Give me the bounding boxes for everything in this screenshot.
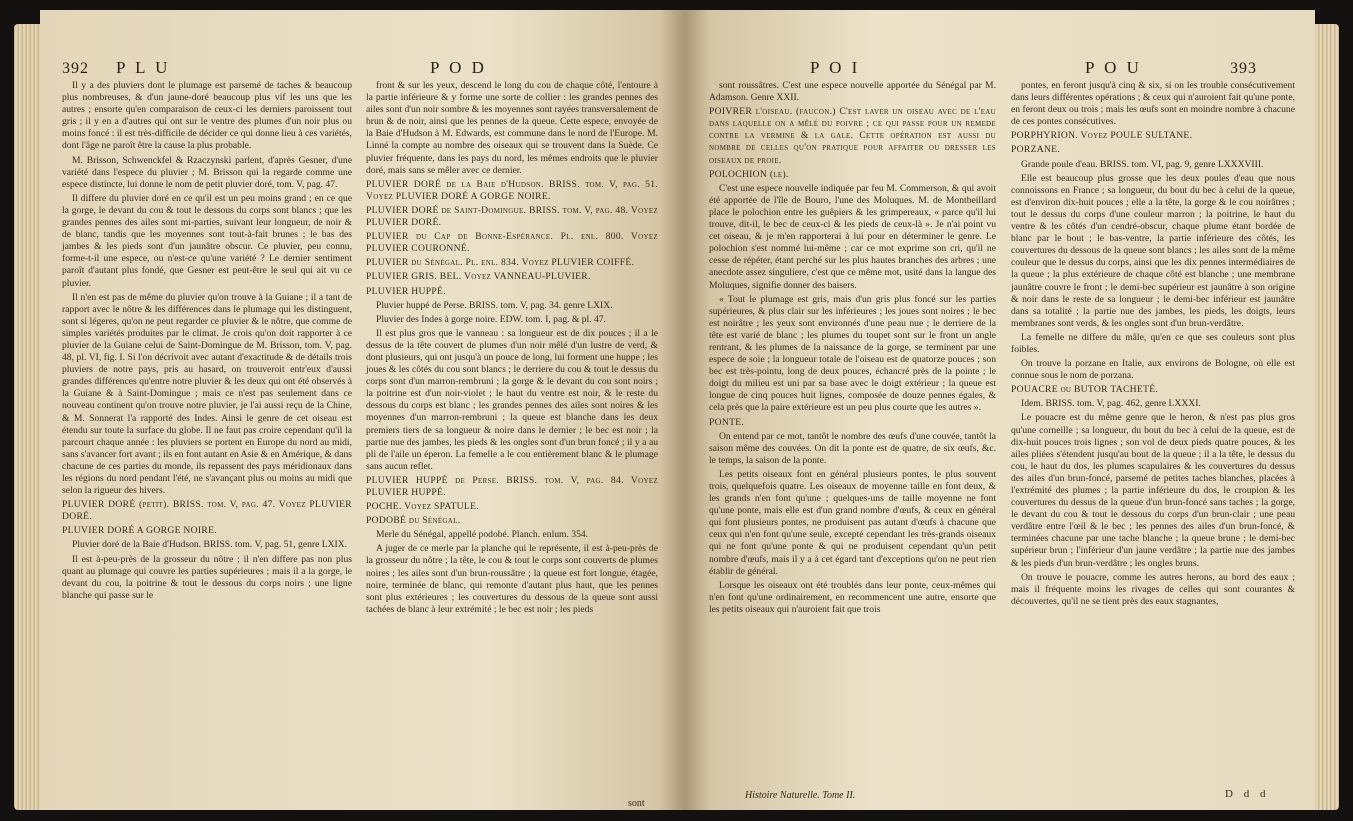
- page-edges-right: [1315, 24, 1339, 810]
- right-page: [685, 10, 1315, 810]
- paragraph: Le pouacre est du même genre que le heron, & n'est pas plus gros qu'une corneille ; sa longueur, du bout du bec à celui de la queue, est de dix-huit pouces trois lignes ; son vol de deux pieds quatre pouces, & les ailes pliées s'étendent jusqu'au bout de la queue ; il a la tête, le dessus du cou, le haut du dos, les plumes scapulaires & les couvertures du dessus des ailes d'un brun-foncé, parsemé de petites taches blanches, placées à l'extrémité des plumes ; la partie inférieure du dos, le croupion & les couvertures du dessus de la queue d'un brun-foncé sans taches ; la gorge, le devant du cou & tout le dessous du corps d'un brun-clair ; une peau verdâtre entre l'œil & le bec ; les pennes des ailes d'un brun-foncé, & terminées chacune par une tache blanche ; la queue brune ; le demi-bec supérieur brun ; l'inférieur d'un jaune verdâtre ; la partie nue des jambes & les pieds d'un brun-verdâtre ; les ongles bruns.: [1011, 412, 1295, 569]
- paragraph: Merle du Sénégal, appellé podobé. Planch. enlum. 354.: [376, 529, 589, 541]
- paragraph: PLUVIER HUPPÉ de Perse. BRISS. tom. V, pag. 84. Voyez PLUVIER HUPPÉ.: [366, 474, 658, 498]
- page-number-right: 393: [1230, 60, 1257, 77]
- paragraph: PODOBÉ du Sénégal.: [366, 515, 461, 527]
- paragraph: Il n'en est pas de même du pluvier qu'on trouve à la Guiane ; il a tant de rapport avec le nôtre & les différences dans le plumage qui les distinguent, sont si légeres, qu'on ne peut regarder ce pluvier & le nôtre, que comme de simples variétés produites par le climat. Je crois qu'on doit rapporter à ce pluvier de la Guiane celui de Saint-Domingue de M. Brisson, tom. V, pag. 48, pl. VI, fig. I. Si l'on décrivoit avec autant d'exactitude & de détails trois pluviers de notre pays, pris au hasard, on trouveroit entr'eux d'aussi grandes différences qu'entre notre pluvier & les deux qui ont été observés à la Guiane & à Saint-Domingue ; mais ce n'est pas seulement dans ce nouveau continent qu'on trouve notre pluvier, je l'ai aussi reçu de la Chine, & M. Sonnerat l'a rapporté des Indes. Ainsi le genre de cet oiseau est étendu sur toute la surface du globe. Il ne faut pas croire cependant qu'il la parcourt chaque année : les pluviers se portent en Europe du nord au midi, sans s'avancer fort avant ; ils en font autant en Asie & en Amérique, & dans chacune de ces parties du monde, ils repassent des pays méridionaux dans les régions du nord pendant l'été, ne s'avançant plus ou moins au midi que selon la rigueur des hivers.: [62, 291, 352, 497]
- paragraph: front & sur les yeux, descend le long du cou de chaque côté, l'entoure à la partie inférieure & y forme une sorte de collier : les grandes pennes des ailes sont d'un noir sombre & les moyennes sont rayées transversalement de brun & de noir, ainsi que les pennes de la queue. Cette espece, envoyée de la Baie d'Hudson à M. Edwards, est commune dans le nord de l'Europe. M. Linné la compte au nombre des oiseaux qui se trouvent dans la Suède. Ce pluvier fréquente, dans les pays du nord, les mêmes endroits que le pluvier doré, mais sans se mêler avec ce dernier.: [366, 80, 658, 176]
- paragraph: Il differe du pluvier doré en ce qu'il est un peu moins grand ; en ce que la gorge, le devant du cou & tout le dessous du corps sont blancs ; que les grandes pennes des ailes sont mi-parties, suivant leur longueur, de noir & de blanc, tandis que les moyennes sont tout-à-fait brunes ; le bas des jambes & les pieds sont d'un jaunâtre obscur. Ce pluvier, peu connu, forme-t-il une espece, ou n'est-ce qu'une variété ? Le dernier sentiment paroît d'autant plus fondé, que Gesner est peut-être le seul qui ait vu ce pluvier.: [62, 192, 352, 289]
- paragraph: PORPHYRION. Voyez POULE SULTANE.: [1011, 130, 1193, 142]
- signature-mark: D d d: [1225, 788, 1270, 800]
- paragraph: PLUVIER DORÉ A GORGE NOIRE.: [62, 525, 217, 537]
- paragraph: POCHE. Voyez SPATULE.: [366, 501, 479, 513]
- paragraph: PLUVIER HUPPÉ.: [366, 285, 446, 297]
- paragraph: Lorsque les oiseaux ont été troublés dans leur ponte, ceux-mêmes qui n'en font qu'une ordinairement, en recommencent une autre, ensorte que les petits oiseaux qui n'auroient fait que trois: [709, 579, 996, 615]
- paragraph: Pluvier huppé de Perse. BRISS. tom. V, pag. 34. genre LXIX.: [376, 299, 613, 311]
- running-head-right-1: P O I: [810, 58, 861, 77]
- paragraph: PLUVIER GRIS. BEL. Voyez VANNEAU-PLUVIER.: [366, 271, 591, 283]
- paragraph: pontes, en feront jusqu'à cinq & six, si on les trouble consécutivement dans leurs différentes opérations ; & ceux qui n'auroient fait qu'une ponte, en feront deux ou trois ; mais les œufs sont en moindre nombre à chacune de ces pontes consécutives.: [1011, 80, 1295, 128]
- running-head-left-1: P L U: [116, 58, 171, 77]
- paragraph: Pluvier des Indes à gorge noire. EDW. tom. I, pag. & pl. 47.: [376, 313, 606, 325]
- paragraph: PORZANE.: [1011, 144, 1061, 156]
- paragraph: sont roussâtres. C'est une espece nouvelle apportée du Sénégal par M. Adamson. Genre XXII.: [709, 80, 996, 104]
- paragraph: Il est plus gros que le vanneau : sa longueur est de dix pouces ; il a le dessus de la tête couvert de plumes d'un noir mêlé d'un lustre de verd, & dont plusieurs, qui ont jusqu'à un pouce de long, lui forment une huppe ; les joues & les côtés du cou sont blancs ; le derriere du cou & tout le dessus du corps sont d'un marron-rembruni ; la gorge & le devant du cou sont noirs ; la poitrine est d'un noir-violet ; le haut du ventre est noir, & le reste du dessous du corps est blanc ; les grandes pennes des ailes sont noires & les moyennes d'un marron-rembruni ; la queue est blanche dans les deux premiers tiers de sa longueur & noire dans le dernier ; le bec est noir ; la partie nue des jambes, les pieds & les ongles sont d'un brun foncé ; il y a au pli de l'aile un éperon. La femelle a le cou entièrement blanc & le plumage sans aucun reflet.: [366, 327, 658, 472]
- left-page: [40, 10, 685, 810]
- paragraph: PLUVIER DORÉ de la Baie d'Hudson. BRISS. tom. V, pag. 51. Voyez PLUVIER DORÉ A GORGE NOIRE.: [366, 178, 658, 202]
- right-page-column-2: [1011, 80, 1295, 610]
- running-head-right-2: P O U: [1085, 58, 1142, 77]
- paragraph: A juger de ce merle par la planche qui le représente, il est à-peu-près de la grosseur du nôtre ; la tête, le cou & tout le corps sont couverts de plumes noires ; les ailes sont d'un brun-roussâtre ; la queue est fort longue, étagée, noire, terminée de blanc, qui remonte d'autant plus haut, que les pennes sont plus extérieures ; les couvertures du dessous de la queue sont aussi tachées de blanc à leur extrémité ; le bec est noir ; les pieds: [366, 543, 658, 615]
- paragraph: Il y a des pluviers dont le plumage est parsemé de taches & beaucoup plus nombreuses, & d'un jaune-doré beaucoup plus vif les uns que les autres ; ensorte qu'en comparaison de ceux-ci les derniers paroissent tout gris ; il y en a d'autres qui ont sur le ventre des plumes d'un noir plus ou moins foncé : il est très-difficile de décider ce qui donne lieu à ces variétés, dont l'âge ne paroît être la cause la plus probable.: [62, 80, 352, 152]
- paragraph: On entend par ce mot, tantôt le nombre des œufs d'une couvée, tantôt la saison même des couvées. On dit la ponte est de quatre, de six œufs, &c. le temps, la saison de la ponte.: [709, 430, 996, 466]
- paragraph: Grande poule d'eau. BRISS. tom. VI, pag. 9, genre LXXXVIII.: [1021, 158, 1264, 170]
- paragraph: M. Brisson, Schwenckfel & Rzaczynski parlent, d'après Gesner, d'une variété dans l'espece du pluvier ; M. Brisson qui la regarde comme une espece distincte, lui donne le nom de petit pluvier doré, tom. V, pag. 47.: [62, 154, 352, 190]
- left-page-column-1: [62, 80, 352, 604]
- paragraph: PLUVIER DORÉ (petit). BRISS. tom. V, pag. 47. Voyez PLUVIER DORÉ.: [62, 499, 352, 523]
- paragraph: La femelle ne differe du mâle, qu'en ce que ses couleurs sont plus foibles.: [1011, 331, 1295, 355]
- page-number-left: 392: [62, 60, 89, 77]
- paragraph: PLUVIER du Cap de Bonne-Espérance. Pl. enl. 800. Voyez PLUVIER COURONNÉ.: [366, 231, 658, 255]
- paragraph: C'est une espece nouvelle indiquée par feu M. Commerson, & qui avoit été apportée de l'île de Bouro, l'une des Moluques. M. de Montbeillard place le polochion entre les guêpiers & les grimpereaux, « parce qu'il lui trouve, dit-il, le bec de ceux-ci & les pieds de ceux-là ». Je n'ai point vu cet oiseau, & je m'en rapporterai à lui pour en déterminer le genre. Le polochion s'est nommé lui-même ; car ce mot exprime son cri, qu'il ne cesse de répéter, étant perché sur les plus hautes branches des arbres ; une anecdote assez singuliere, c'est que ce même mot, usité dans la langue des Moluques, signifie donner des baisers.: [709, 182, 996, 291]
- paragraph: On trouve la porzane en Italie, aux environs de Bologne, où elle est connue sous le nom de porzana.: [1011, 358, 1295, 382]
- paragraph: POIVRER l'oiseau. (faucon.) C'est laver un oiseau avec de l'eau dans laquelle on a mêlé du poivre ; ce qui passe pour un remede contre la vermine & la gale. Cette opération est aussi du nombre de celles qu'on pratique pour affaiter ou dresser les oiseaux de proie.: [709, 106, 996, 166]
- paragraph: On trouve le pouacre, comme les autres herons, au bord des eaux ; mais il fréquente moins les rivages de celles qui sont courantes & découvertes, qu'il ne se tient près des eaux stagnantes,: [1011, 571, 1295, 607]
- left-page-column-2: [366, 80, 658, 618]
- paragraph: Pluvier doré de la Baie d'Hudson. BRISS. tom. V, pag. 51, genre LXIX.: [72, 539, 348, 551]
- paragraph: POLOCHION (le).: [709, 168, 789, 180]
- catchword: sont: [628, 798, 645, 809]
- paragraph: PLUVIER DORÉ de Saint-Domingue. BRISS. tom. V, pag. 48. Voyez PLUVIER DORÉ.: [366, 204, 658, 229]
- paragraph: Elle est beaucoup plus grosse que les deux poules d'eau que nous connoissons en France ; sa longueur, du bout du bec à celui de la queue, est d'environ dix-huit pouces ; elle a la tête, la gorge & le cou noirâtres ; tout le dessus du corps d'une couleur marron ; la poitrine, le haut du ventre & les côtés d'un cendré-obscur, chaque plume étant bordée de blanc par le bout ; le bas-ventre, la partie inférieure des côtés, les couvertures du dessous de la queue sont blancs ; les ailes sont de la même couleur que le dessus du corps, ainsi que les dix pennes intermédiaires de la queue ; la plus extérieure de chaque côté est blanche ; une membrane jaunâtre couvre le front ; le demi-bec supérieur est jaunâtre à son origine & noir dans le reste de sa longueur ; le demi-bec inférieur est jaunâtre dans sa totalité ; la partie nue des jambes, les pieds, les doigts, leurs membranes sont verds, & les ongles sont d'un brun-verdâtre.: [1011, 172, 1295, 329]
- volume-footer: Histoire Naturelle. Tome II.: [745, 790, 856, 801]
- paragraph: Les petits oiseaux font en général plusieurs pontes, le plus souvent trois, quelquefois quatre. Les oiseaux de moyenne taille en font deux, & les grands n'en font qu'une ; quelques-uns de taille moyenne ne font qu'une ponte, mais elle est d'un grand nombre d'œufs, & ceux en général qui font plusieurs pontes, ne produisent pas autant d'œufs à chacune que ceux qui n'en font qu'une seule, excepté cependant les très-grands oiseaux qui ne font qu'une ponte & qui ne produisent cependant qu'un petit nombre d'œufs, mais il y a à cet égard tant d'exceptions qu'on ne peut rien établir de général.: [709, 468, 996, 577]
- paragraph: Idem. BRISS. tom. V, pag. 462, genre LXXXI.: [1021, 398, 1201, 410]
- paragraph: « Tout le plumage est gris, mais d'un gris plus foncé sur les parties supérieures, & plus clair sur les inférieures ; les joues sont noires ; le bec est noirâtre ; les yeux sont environnés d'une peau nue ; le derriere de la tête est varié de blanc ; les plumes du toupet sont sur le front un angle rentrant, & les plumes de la naissance de la gorge, se terminent par une espece de soie ; la longueur totale de l'oiseau est de quatorze pouces ; son bec est très-pointu, long de deux pouces, échancré près de la pointe ; le doigt du milieu est uni par sa base avec le doigt extérieur ; la queue est longue de cinq pouces huit lignes, composée de douze pennes égales, & cela près que la paire extérieure est un peu plus courte que les autres ».: [709, 293, 996, 414]
- open-book: [14, 10, 1339, 810]
- paragraph: PONTE.: [709, 416, 745, 428]
- running-head-left-2: P O D: [430, 58, 487, 77]
- paragraph: PLUVIER du Sénégal. Pl. enl. 834. Voyez PLUVIER COIFFÉ.: [366, 257, 635, 269]
- right-page-column-1: [709, 80, 996, 618]
- paragraph: Il est à-peu-près de la grosseur du nôtre ; il n'en differe pas non plus quant au plumage qui couvre les parties supérieures ; mais il a la gorge, le devant du cou, la poitrine & tout le dessous du corps noirs ; une ligne blanche qui passe sur le: [62, 553, 352, 601]
- paragraph: POUACRE ou BUTOR TACHETÉ.: [1011, 384, 1159, 396]
